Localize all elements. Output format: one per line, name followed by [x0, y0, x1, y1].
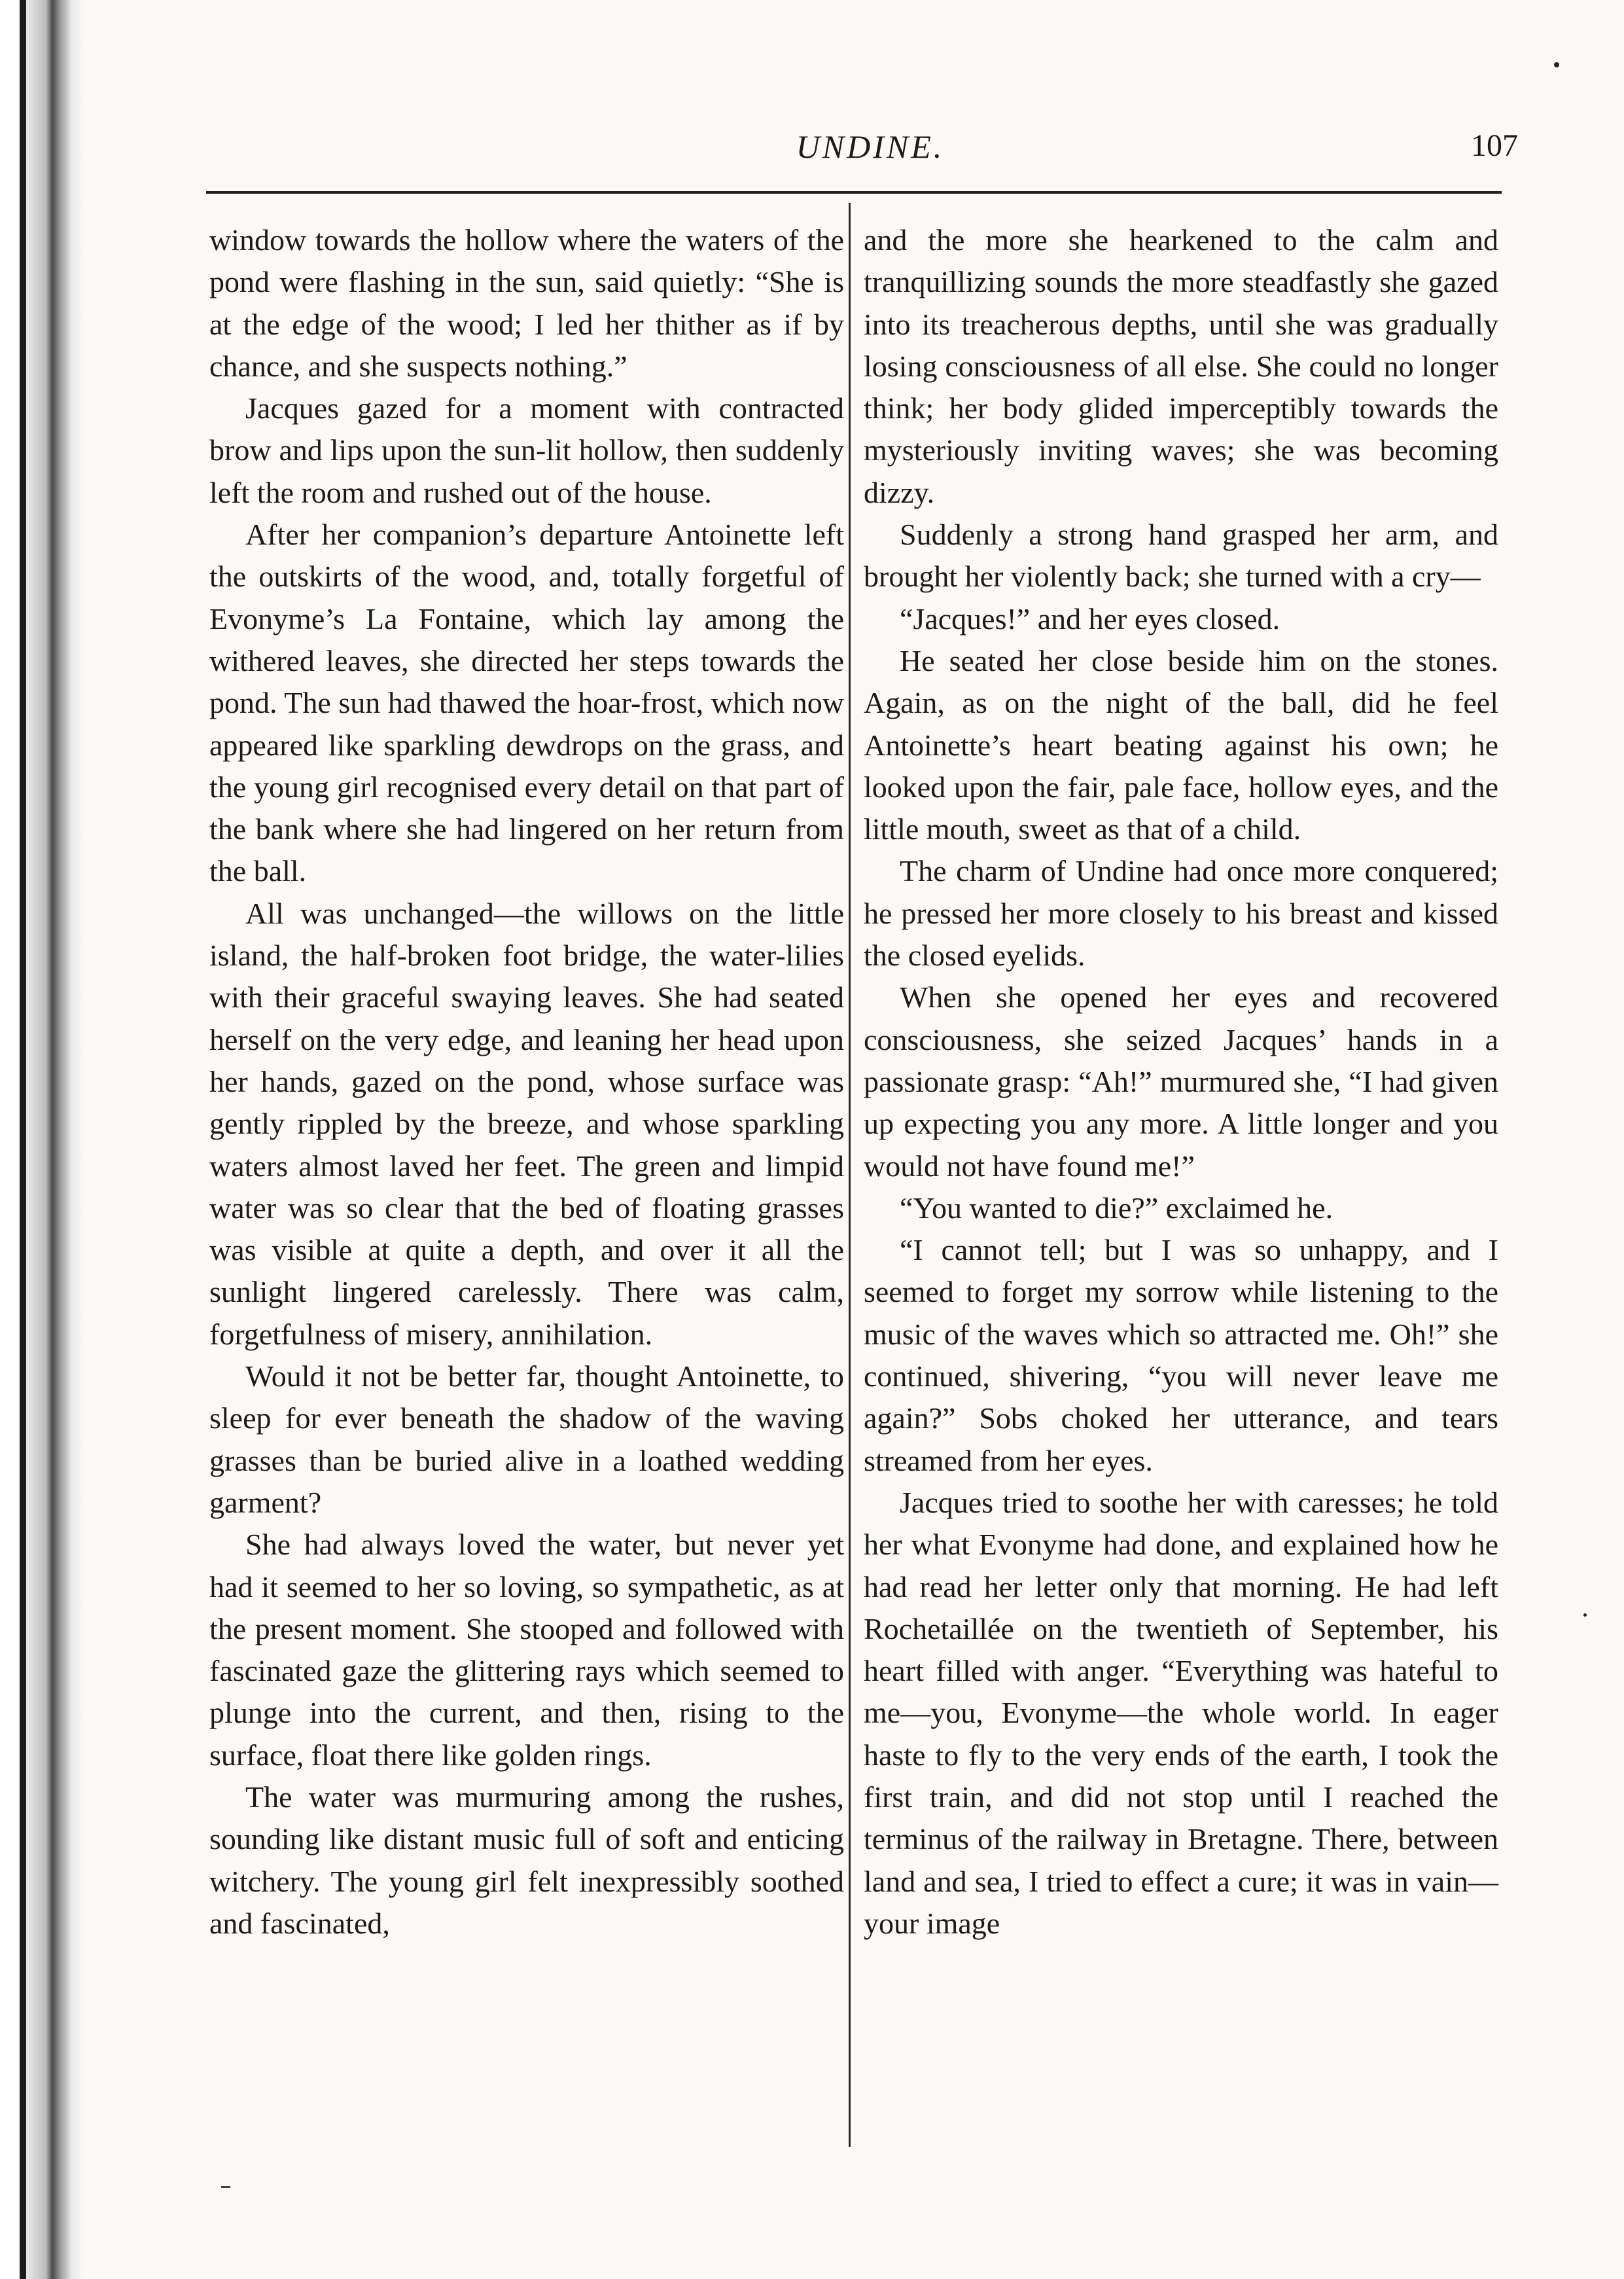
- book-binding-edge: [0, 0, 85, 2279]
- paragraph: “You wanted to die?” exclaimed he.: [900, 1191, 1333, 1225]
- paragraph: When she opened her eyes and recovered consciousness, she seized Jacques’ hands in a passionate grasp: “Ah!” murmured she, “I had given up expecting you any more. A little longer and you would not have found me!”: [864, 980, 1498, 1183]
- running-header-title: UNDINE.: [796, 128, 945, 165]
- column-divider: [849, 203, 851, 2147]
- header-rule: [206, 191, 1502, 194]
- paragraph: “I cannot tell; but I was so unhappy, and I seemed to forget my sorrow while listening to the music of the waves which so attracted me. Oh!” she continued, shivering, “you will never leave me again?” Sobs choked her utterance, and tears streamed from her eyes.: [864, 1233, 1498, 1477]
- paragraph: window towards the hollow where the waters of the pond were flashing in the sun, said quietly: “She is at the edge of the wood; I led her thither as if by chance, and she suspects nothing.”: [209, 223, 844, 383]
- paragraph: Would it not be better far, thought Antoinette, to sleep for ever beneath the shadow of the waving grasses than be buried alive in a loathed wedding garment?: [209, 1359, 844, 1519]
- paragraph: She had always loved the water, but never yet had it seemed to her so loving, so sympathetic, as at the present moment. She stooped and followed with fascinated gaze the glittering rays which seemed to plunge into the current, and then, rising to the surface, float there like golden rings.: [209, 1528, 844, 1772]
- paragraph: After her companion’s departure Antoinette left the outskirts of the wood, and, totally forgetful of Evonyme’s La Fontaine, which lay among the withered leaves, she directed her steps towards the pond. The sun had thawed the hoar-frost, which now appeared like sparkling dewdrops on the grass, and the young girl recognised every detail on that part of the bank where she had lingered on her return from the ball.: [209, 518, 844, 888]
- paragraph: and the more she hearkened to the calm and tranquillizing sounds the more steadfastly she gazed into its treacherous depths, until she was gradually losing consciousness of all else. She could no longer think; her body glided imperceptibly towards the mysteriously inviting waves; she was becoming dizzy.: [864, 223, 1498, 509]
- print-mark: [221, 2186, 230, 2188]
- paragraph: “Jacques!” and her eyes closed.: [900, 601, 1280, 636]
- print-speck: [1583, 1613, 1587, 1617]
- page-number: 107: [1471, 128, 1518, 163]
- paragraph: Suddenly a strong hand grasped her arm, and brought her violently back; she turned with a cry—: [864, 518, 1498, 594]
- paragraph: Jacques gazed for a moment with contracted brow and lips upon the sun-lit hollow, then suddenly left the room and rushed out of the house.: [209, 391, 844, 509]
- left-column: [209, 219, 844, 1945]
- paragraph: The charm of Undine had once more conquered; he pressed her more closely to his breast and kissed the closed eyelids.: [864, 854, 1498, 973]
- print-speck: [1554, 62, 1559, 67]
- paragraph: Jacques tried to soothe her with caresses; he told her what Evonyme had done, and explained how he had read her letter only that morning. He had left Rochetaillée on the twentieth of September, his heart filled with anger. “Everything was hateful to me—you, Evonyme—the whole world. In eager haste to fly to the very ends of the earth, I took the first train, and did not stop until I reached the terminus of the railway in Bretagne. There, between land and sea, I tried to effect a cure; it was in vain—your image: [864, 1485, 1498, 1940]
- paragraph: The water was murmuring among the rushes, sounding like distant music full of soft and enticing witchery. The young girl felt inexpressibly soothed and fascinated,: [209, 1780, 844, 1940]
- right-column: [864, 219, 1498, 1945]
- paragraph: All was unchanged—the willows on the little island, the half-broken foot bridge, the water-lilies with their graceful swaying leaves. She had seated herself on the very edge, and leaning her head upon her hands, gazed on the pond, whose surface was gently rippled by the breeze, and whose sparkling waters almost laved her feet. The green and limpid water was so clear that the bed of floating grasses was visible at quite a depth, and over it all the sunlight lingered carelessly. There was calm, forgetfulness of misery, annihilation.: [209, 896, 844, 1351]
- paragraph: He seated her close beside him on the stones. Again, as on the night of the ball, did he feel Antoinette’s heart beating against his own; he looked upon the fair, pale face, hollow eyes, and the little mouth, sweet as that of a child.: [864, 643, 1498, 846]
